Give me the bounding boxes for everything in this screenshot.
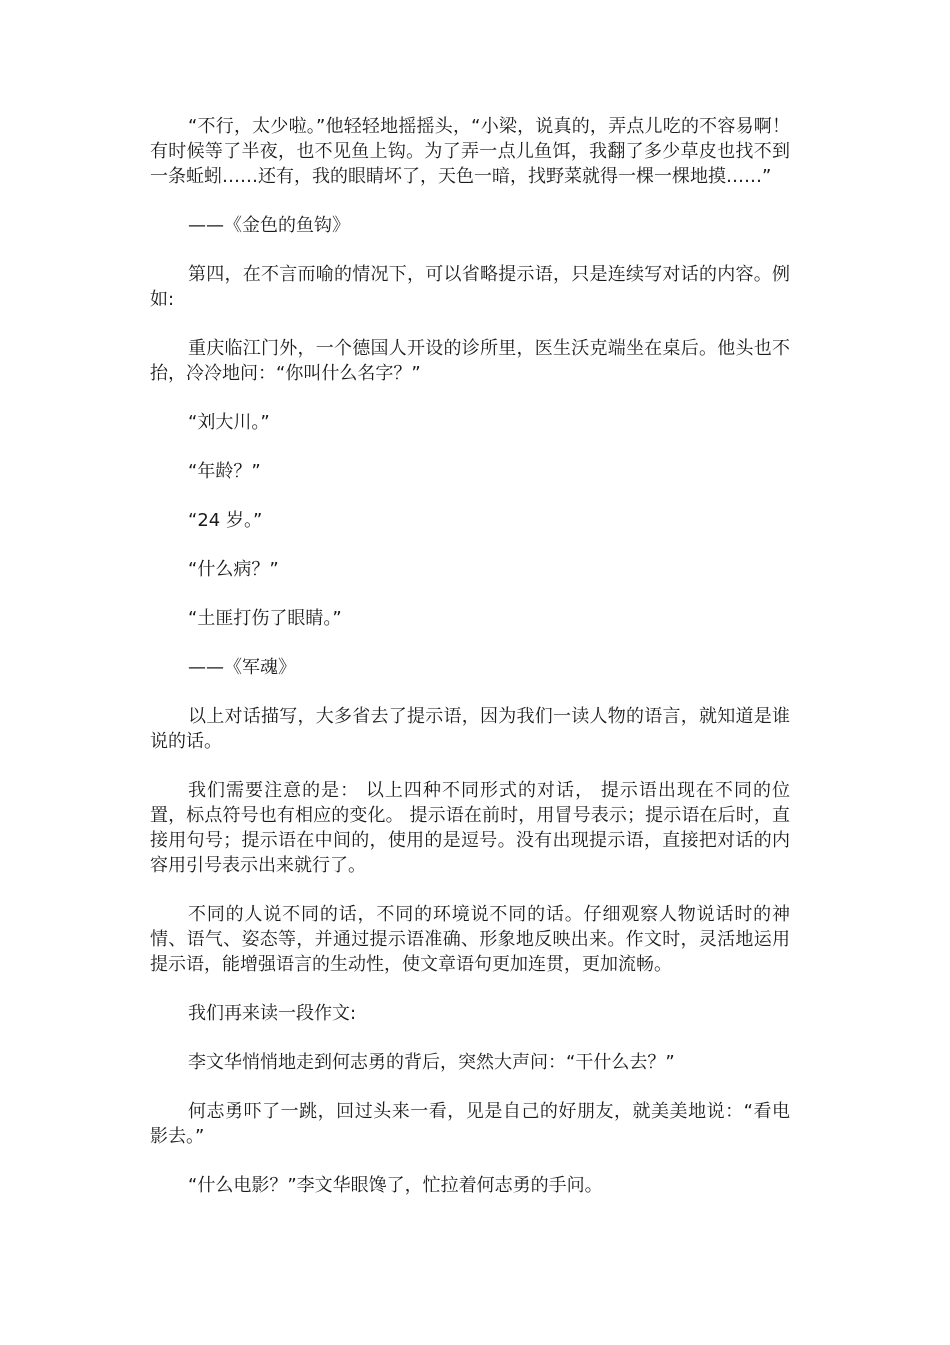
- paragraph-attention-note: 我们需要注意的是： 以上四种不同形式的对话， 提示语出现在不同的位置，标点符号也有相应的变化。 提示语在前时，用冒号表示；提示语在后时，直接用句号；提示语在中间的，使用的是逗号。没有出现提示语，直接把对话的内容用引号表示出来就行了。: [150, 780, 790, 876]
- document-page: [150, 114, 790, 1222]
- dialogue-line-illness: “土匪打伤了眼睛。”: [188, 608, 342, 629]
- paragraph-omitted-prompts: 以上对话描写，大多省去了提示语，因为我们一读人物的语言，就知道是谁说的话。: [150, 706, 790, 752]
- source-golden-fish-hook: ——《金色的鱼钩》: [188, 215, 350, 236]
- dialogue-line-name: “刘大川。”: [188, 412, 270, 433]
- paragraph-li-wenhua-asks: 李文华悄悄地走到何志勇的背后，突然大声问：“干什么去？”: [188, 1052, 675, 1073]
- dialogue-line-age-question: “年龄？”: [188, 461, 261, 482]
- paragraph-rule-four: 第四，在不言而喻的情况下，可以省略提示语，只是连续写对话的内容。例如:: [150, 264, 790, 310]
- paragraph-he-zhiyong-answers: 何志勇吓了一跳，回过头来一看，见是自己的好朋友，就美美地说：“看电影去。”: [150, 1101, 790, 1147]
- paragraph-different-speech: 不同的人说不同的话，不同的环境说不同的话。仔细观察人物说话时的神情、语气、姿态等，并通过提示语准确、形象地反映出来。作文时，灵活地运用提示语，能增强语言的生动性，使文章语句更加连贯，更加流畅。: [150, 904, 790, 975]
- dialogue-line-age: “24 岁。”: [188, 510, 263, 531]
- dialogue-line-illness-question: “什么病？”: [188, 559, 279, 580]
- source-army-soul: ——《军魂》: [188, 657, 296, 678]
- paragraph-clinic-scene: 重庆临江门外，一个德国人开设的诊所里，医生沃克端坐在桌后。他头也不抬，冷冷地问：“你叫什么名字？”: [150, 338, 790, 384]
- paragraph-fish-hook-dialogue: “不行，太少啦。”他轻轻地摇摇头，“小梁，说真的，弄点儿吃的不容易啊！有时候等了半夜，也不见鱼上钩。为了弄一点儿鱼饵，我翻了多少草皮也找不到一条蚯蚓……还有，我的眼睛坏了，天色一暗，找野菜就得一棵一棵地摸……”: [150, 116, 790, 187]
- paragraph-read-composition: 我们再来读一段作文:: [188, 1003, 357, 1024]
- paragraph-what-movie: “什么电影？”李文华眼馋了，忙拉着何志勇的手问。: [188, 1175, 603, 1196]
